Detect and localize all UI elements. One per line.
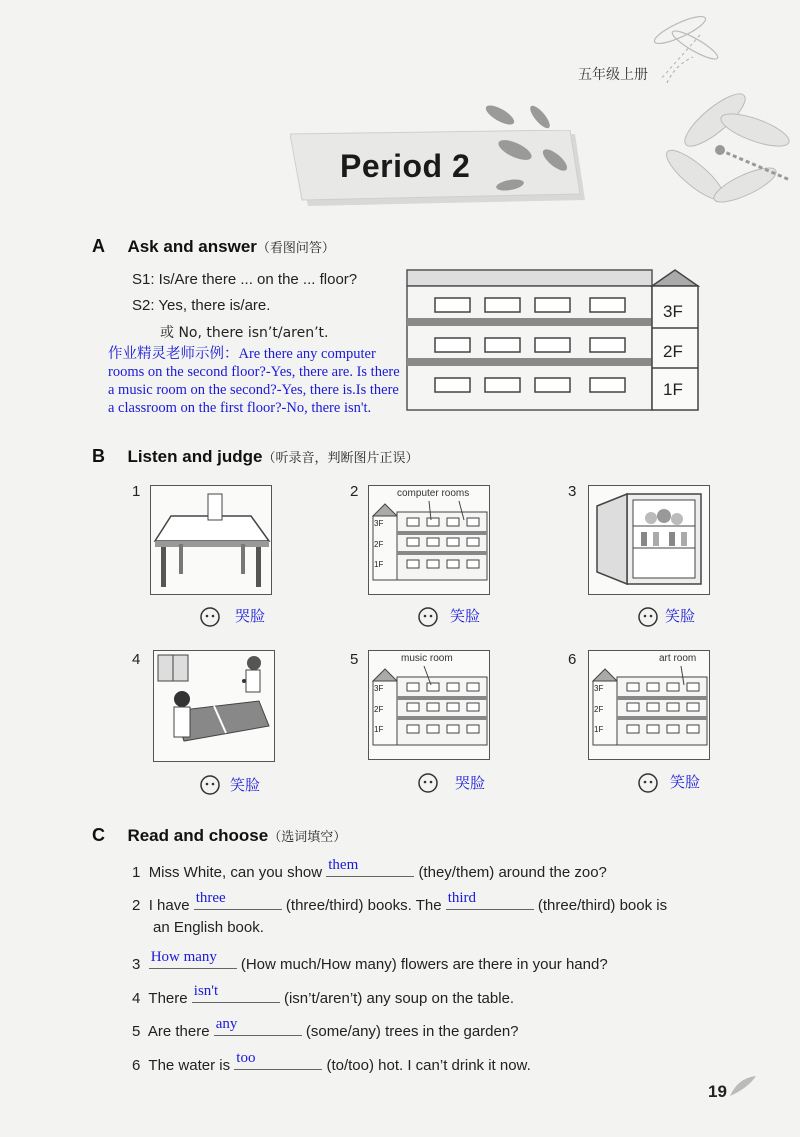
- answer-text: How many: [150, 949, 217, 965]
- question-text: (How much/How many) flowers are there in your hand?: [240, 956, 608, 973]
- item-number: 2: [350, 483, 359, 500]
- smiley-face-icon: [638, 773, 658, 793]
- question-number: 4: [132, 990, 141, 1007]
- answer-text: too: [236, 1050, 256, 1066]
- judge-answer: 笑脸: [450, 607, 481, 625]
- section-title: Read and choose: [127, 826, 269, 845]
- smiley-face-icon: [418, 773, 438, 793]
- floor-label: 3F: [663, 302, 683, 321]
- floor-label: 2F: [594, 705, 604, 714]
- floor-label: 2F: [374, 705, 384, 714]
- question-3: [132, 949, 608, 973]
- fish-decoration-icon: [470, 95, 580, 205]
- question-number: 2: [132, 897, 141, 914]
- floor-label: 1F: [374, 725, 384, 734]
- section-subtitle: （选词填空）: [268, 830, 347, 845]
- section-subtitle: （听录音，判断图片正误）: [262, 451, 419, 466]
- grade-label: 五年级上册: [578, 67, 648, 83]
- question-text: Miss White, can you show: [148, 864, 323, 881]
- section-title: Listen and judge: [127, 447, 263, 466]
- dragonfly-decoration-icon: [640, 5, 800, 85]
- section-letter: B: [92, 446, 105, 466]
- question-text: There: [148, 990, 188, 1007]
- section-letter: A: [92, 236, 105, 256]
- answer-blank[interactable]: [446, 890, 534, 910]
- question-text: (they/them) around the zoo?: [418, 864, 607, 881]
- answer-text: third: [447, 890, 477, 906]
- answer-blank[interactable]: [326, 857, 414, 877]
- picture-table-cup: [150, 485, 272, 595]
- floor-label: 3F: [374, 684, 384, 693]
- smiley-face-icon: [418, 607, 438, 627]
- picture-building-music-room: [368, 650, 490, 760]
- floor-label: 2F: [663, 342, 683, 361]
- question-number: 3: [132, 956, 141, 973]
- section-b-heading: [92, 446, 419, 467]
- item-number: 3: [568, 483, 577, 500]
- item-number: 4: [132, 651, 141, 668]
- picture-label: music room: [401, 653, 453, 664]
- leaf-decoration-icon: [728, 1074, 758, 1098]
- question-number: 1: [132, 864, 141, 881]
- picture-label: computer rooms: [397, 488, 470, 499]
- answer-blank[interactable]: [194, 890, 282, 910]
- question-6: [132, 1050, 531, 1074]
- dashed-curve-icon: [665, 55, 695, 85]
- judge-answer: 笑脸: [670, 773, 701, 791]
- dialogue-s2: S2: Yes, there is/are.: [132, 297, 271, 314]
- dialogue-s3: 或 No, there isn’t/aren’t.: [160, 325, 329, 341]
- judge-answer: 哭脸: [455, 774, 486, 792]
- answer-text: isn't: [193, 983, 219, 999]
- picture-building-computer-rooms: [368, 485, 490, 595]
- picture-fridge: [588, 485, 710, 595]
- item-number: 6: [568, 651, 577, 668]
- school-building-illustration: [405, 268, 700, 413]
- floor-label: 3F: [594, 684, 604, 693]
- question-number: 6: [132, 1057, 141, 1074]
- floor-label: 1F: [374, 560, 384, 569]
- section-title: Ask and answer: [127, 237, 257, 256]
- teacher-example-note: 作业精灵老师示例：Are there any computer rooms on the second floor?-Yes, there are. Is there a music room on the second?-Yes, there is.Is there a classroom on the first floor?-No, there isn't.: [108, 346, 400, 416]
- question-text: (three/third) books. The: [285, 897, 442, 914]
- floor-label: 1F: [594, 725, 604, 734]
- question-2-continuation: an English book.: [153, 919, 264, 936]
- picture-label: art room: [659, 653, 697, 664]
- question-text: Are there: [147, 1023, 210, 1040]
- answer-blank[interactable]: [214, 1016, 302, 1036]
- floor-label: 1F: [663, 380, 683, 399]
- question-text: I have: [148, 897, 190, 914]
- answer-blank[interactable]: [234, 1050, 322, 1070]
- question-1: [132, 857, 607, 881]
- question-text: (isn’t/aren’t) any soup on the table.: [283, 990, 515, 1007]
- smiley-face-icon: [638, 607, 658, 627]
- picture-ping-pong: [153, 650, 275, 762]
- section-letter: C: [92, 825, 105, 845]
- picture-building-art-room: [588, 650, 710, 760]
- section-c-heading: [92, 825, 346, 846]
- dragonfly-decoration-icon: [660, 90, 800, 220]
- page-title: Period 2: [340, 148, 471, 184]
- question-5: [132, 1016, 519, 1040]
- answer-blank[interactable]: [192, 983, 280, 1003]
- question-text: (to/too) hot. I can’t drink it now.: [326, 1057, 531, 1074]
- item-number: 1: [132, 483, 141, 500]
- answer-blank[interactable]: [149, 949, 237, 969]
- question-number: 5: [132, 1023, 141, 1040]
- answer-text: three: [195, 890, 226, 906]
- floor-label: 2F: [374, 540, 384, 549]
- question-text: (some/any) trees in the garden?: [305, 1023, 519, 1040]
- answer-text: any: [215, 1016, 238, 1032]
- item-number: 5: [350, 651, 359, 668]
- judge-answer: 笑脸: [665, 607, 696, 625]
- dialogue-s1: S1: Is/Are there ... on the ... floor?: [132, 271, 358, 288]
- section-a-heading: [92, 236, 335, 257]
- question-text: (three/third) book is: [537, 897, 668, 914]
- judge-answer: 哭脸: [235, 607, 266, 625]
- smiley-face-icon: [200, 607, 220, 627]
- question-4: [132, 983, 515, 1007]
- smiley-face-icon: [200, 775, 220, 795]
- page-number: 19: [708, 1082, 727, 1101]
- section-subtitle: （看图问答）: [256, 241, 335, 256]
- question-2: [132, 890, 668, 914]
- judge-answer: 笑脸: [230, 776, 261, 794]
- answer-text: them: [328, 857, 359, 873]
- floor-label: 3F: [374, 519, 384, 528]
- question-text: The water is: [148, 1057, 231, 1074]
